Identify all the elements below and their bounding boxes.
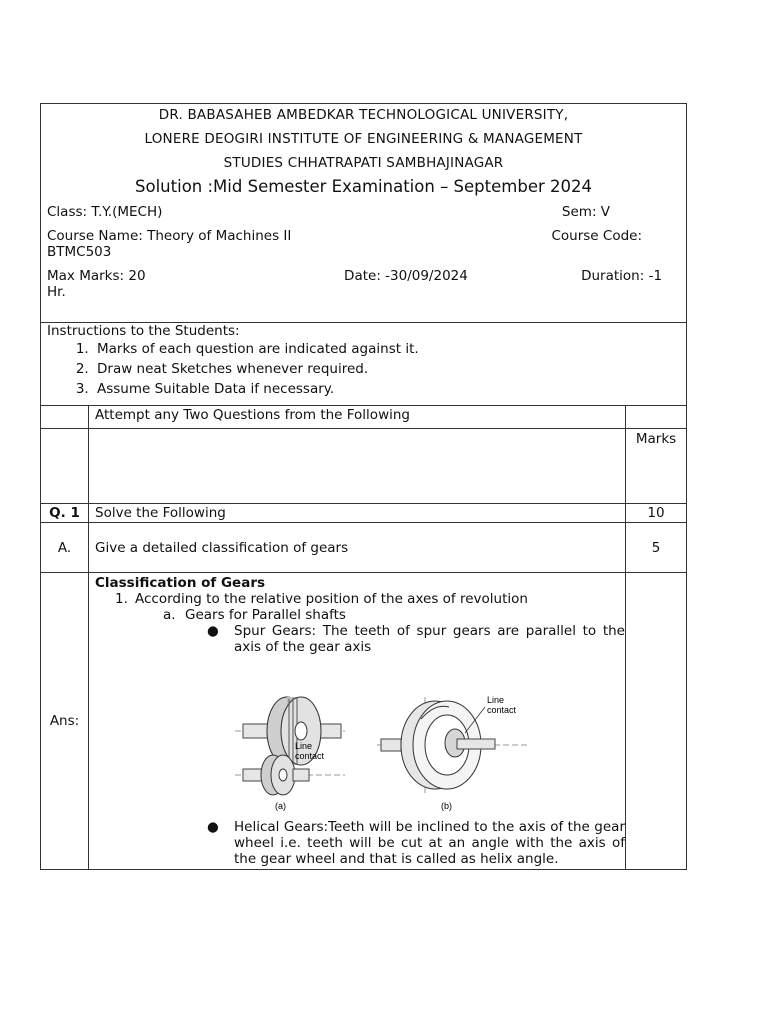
sem-label: Sem: V bbox=[561, 204, 611, 220]
shaft bbox=[457, 739, 495, 749]
duration: Duration: -1 bbox=[581, 268, 663, 284]
classification-item bbox=[95, 591, 625, 607]
answer-content bbox=[89, 573, 626, 870]
header-row bbox=[41, 104, 687, 323]
exam-document bbox=[40, 103, 686, 870]
marks-header-row bbox=[41, 429, 687, 504]
instructions-row bbox=[41, 323, 687, 406]
institute-location: STUDIES CHHATRAPATI SAMBHAJINAGAR bbox=[223, 155, 504, 171]
instructions-list bbox=[41, 339, 686, 399]
answer-label: Ans: bbox=[41, 573, 89, 870]
course-code: BTMC503 bbox=[47, 244, 112, 260]
answer-row bbox=[41, 573, 687, 870]
institute-name: LONERE DEOGIRI INSTITUTE OF ENGINEERING & MANAGEMENT bbox=[144, 131, 583, 147]
question-row bbox=[41, 504, 687, 523]
subquestion-number: A. bbox=[41, 523, 89, 573]
line-contact-label: contact bbox=[295, 751, 325, 761]
exam-title: Solution :Mid Semester Examination – September 2024 bbox=[135, 177, 592, 196]
class-row bbox=[41, 204, 686, 220]
instruction-item: 3. Assume Suitable Data if necessary. bbox=[93, 379, 686, 399]
marks-date-row bbox=[41, 268, 686, 284]
instruction-item: 1. Marks of each question are indicated against it. bbox=[93, 339, 686, 359]
question-marks: 10 bbox=[626, 504, 687, 523]
line-contact-label: Line bbox=[487, 695, 505, 705]
subquestion-marks: 5 bbox=[626, 523, 687, 573]
question-number: Q. 1 bbox=[41, 504, 89, 523]
figure-label-a: (a) bbox=[275, 801, 286, 811]
attempt-row bbox=[41, 406, 687, 429]
figure-label-b: (b) bbox=[441, 801, 452, 811]
bullet-item bbox=[95, 623, 625, 655]
university-name: DR. BABASAHEB AMBEDKAR TECHNOLOGICAL UNIVERSITY, bbox=[158, 107, 569, 123]
bullet-text: Helical Gears:Teeth will be inclined to the axis of the gear wheel i.e. teeth will be cut at an angle with the axis of the gear wheel and that is called as helix angle. bbox=[234, 819, 625, 867]
answer-title: Classification of Gears bbox=[95, 575, 266, 591]
exam-date: Date: -30/09/2024 bbox=[344, 268, 468, 284]
item-text: Gears for Parallel shafts bbox=[185, 607, 346, 623]
course-code-label: Course Code: bbox=[551, 228, 643, 244]
shaft bbox=[243, 769, 263, 781]
bullet-text: Spur Gears: The teeth of spur gears are parallel to the axis of the gear axis bbox=[234, 623, 625, 655]
line-contact-label: Line bbox=[295, 741, 313, 751]
course-row bbox=[41, 228, 686, 244]
exam-table bbox=[40, 103, 687, 870]
bullet-icon: ● bbox=[207, 819, 219, 835]
instruction-item: 2. Draw neat Sketches whenever required. bbox=[93, 359, 686, 379]
sub-classification-item bbox=[95, 607, 625, 623]
item-letter: a. bbox=[163, 607, 176, 623]
spur-gears-illustration bbox=[235, 677, 527, 815]
shaft bbox=[381, 739, 401, 751]
course-name: Course Name: Theory of Machines II bbox=[47, 228, 292, 244]
item-text: According to the relative position of the axes of revolution bbox=[135, 591, 528, 607]
attempt-instruction: Attempt any Two Questions from the Following bbox=[89, 406, 626, 429]
line-contact-label: contact bbox=[487, 705, 517, 715]
max-marks: Max Marks: 20 bbox=[47, 268, 146, 284]
gear-figure bbox=[235, 677, 527, 815]
question-text: Solve the Following bbox=[89, 504, 626, 523]
marks-header: Marks bbox=[626, 429, 687, 504]
item-number: 1. bbox=[115, 591, 128, 607]
bullet-icon: ● bbox=[207, 623, 219, 639]
instructions-heading: Instructions to the Students: bbox=[47, 323, 240, 339]
subquestion-row bbox=[41, 523, 687, 573]
subquestion-text: Give a detailed classification of gears bbox=[89, 523, 626, 573]
duration-unit: Hr. bbox=[47, 284, 66, 300]
class-label: Class: T.Y.(MECH) bbox=[47, 204, 163, 220]
bullet-item bbox=[95, 819, 625, 867]
